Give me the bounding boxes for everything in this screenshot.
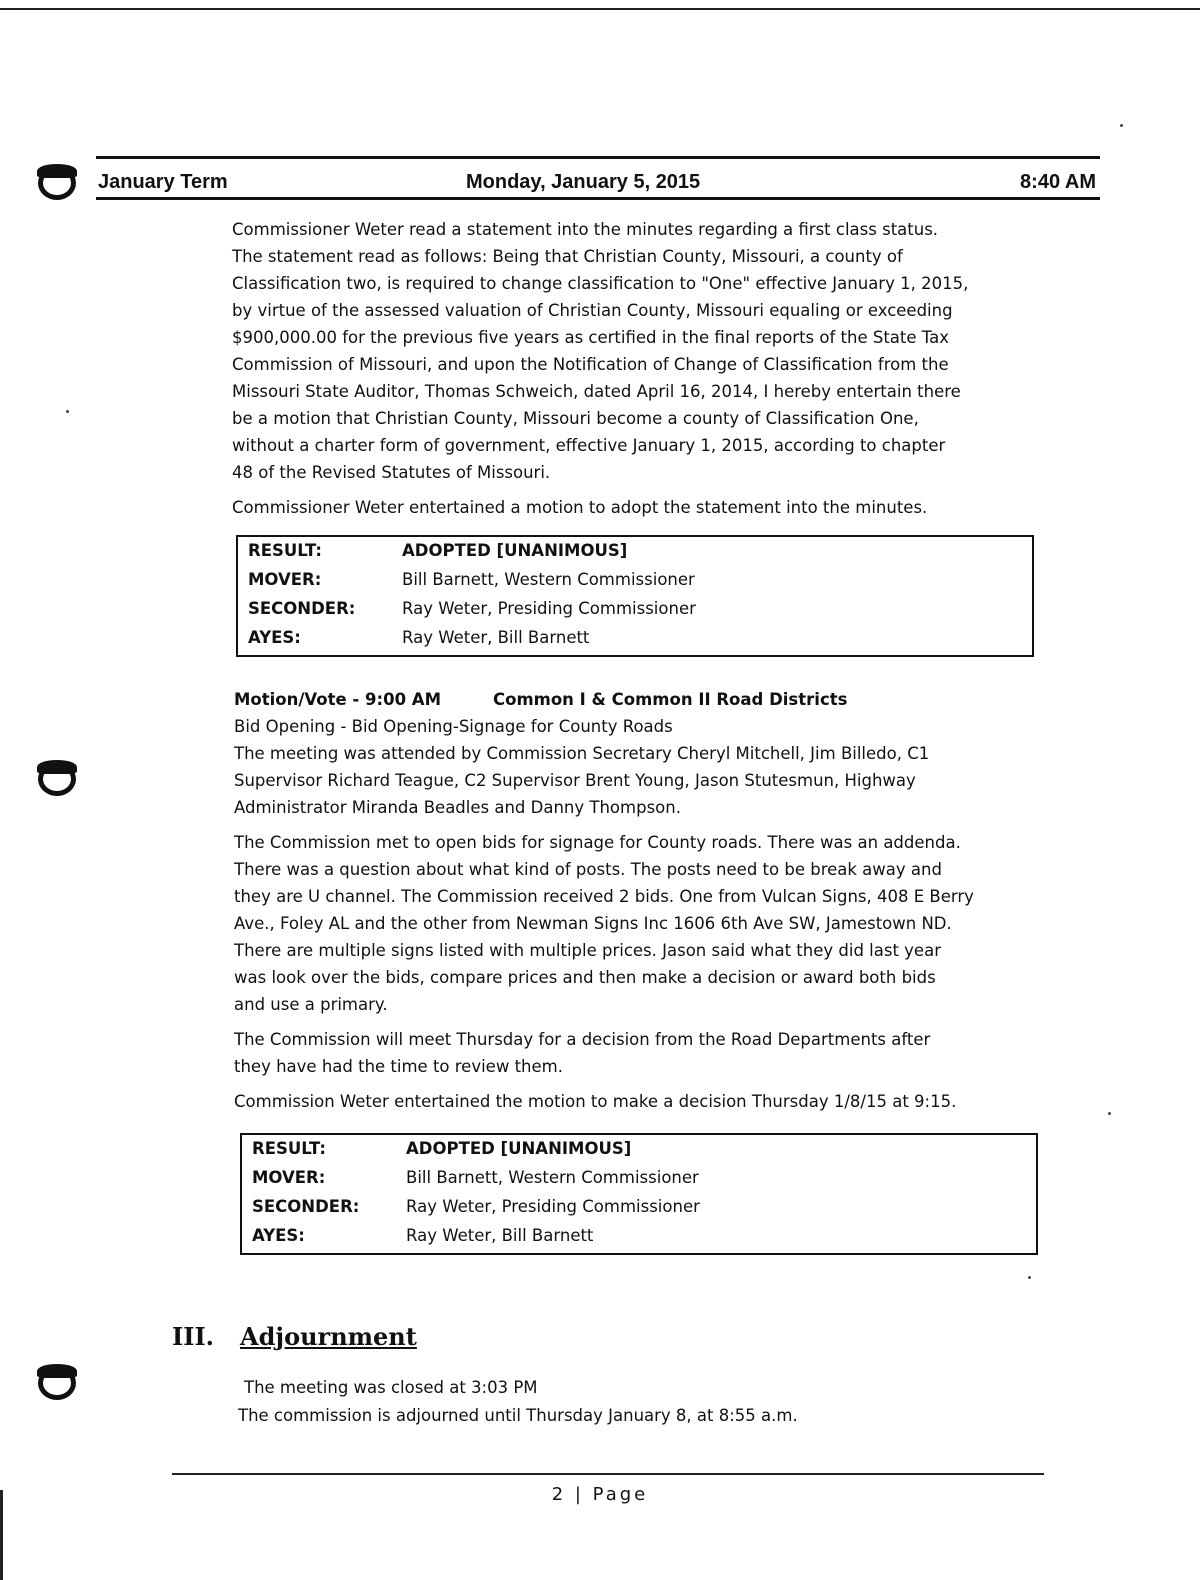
footer-rule: [172, 1473, 1044, 1475]
bids-line: Ave., Foley AL and the other from Newman Signs Inc 1606 6th Ave SW, Jamestown ND.: [234, 914, 952, 933]
statement-motion: Commissioner Weter entertained a motion to adopt the statement into the minutes.: [232, 498, 928, 517]
bids-line: The Commission met to open bids for signage for County roads. There was an addenda.: [234, 833, 961, 852]
thursday-paragraph: [234, 1026, 1054, 1080]
binder-hole-icon: [38, 1366, 76, 1400]
section-title: Adjournment: [240, 1322, 417, 1351]
scan-speck: [1028, 1276, 1031, 1279]
vote-row-seconder: [238, 595, 1032, 624]
header-time: 8:40 AM: [1020, 171, 1096, 193]
motion-heading: [234, 686, 1054, 713]
header-date: Monday, January 5, 2015: [466, 171, 701, 193]
header-term: January Term: [98, 171, 228, 193]
vote-row-result: [238, 537, 1032, 566]
adjournment-section: [244, 1374, 1044, 1401]
decision-motion: Commission Weter entertained the motion to make a decision Thursday 1/8/15 at 9:15.: [234, 1092, 957, 1111]
vote-row-result: [242, 1135, 1036, 1164]
statement-line: Classification two, is required to change classification to "One" effective January 1, 2015,: [232, 274, 969, 293]
adjournment-section-2: [238, 1402, 1038, 1429]
bids-line: and use a primary.: [234, 995, 388, 1014]
scan-speck: [1120, 124, 1123, 127]
bids-line: they are U channel. The Commission received 2 bids. One from Vulcan Signs, 408 E Berry: [234, 887, 974, 906]
scan-top-line: [0, 8, 1200, 10]
statement-paragraph: [232, 216, 1052, 486]
seconder-label: SECONDER:: [252, 1197, 360, 1216]
vote-row-ayes: [242, 1222, 1036, 1251]
attendance-paragraph: [234, 740, 1054, 821]
thursday-line: The Commission will meet Thursday for a decision from the Road Departments after: [234, 1030, 931, 1049]
binder-hole-icon: [38, 762, 76, 796]
page-header: [96, 156, 1100, 200]
adjourned-until-line: The commission is adjourned until Thursday January 8, at 8:55 a.m.: [238, 1406, 798, 1425]
motion-time: Motion/Vote - 9:00 AM: [234, 690, 441, 709]
seconder-value: Ray Weter, Presiding Commissioner: [406, 1197, 700, 1216]
motion-section: [234, 686, 1054, 1115]
statement-section: [232, 216, 1052, 521]
bids-line: There are multiple signs listed with multiple prices. Jason said what they did last year: [234, 941, 941, 960]
mover-label: MOVER:: [252, 1168, 326, 1187]
vote-result-box: [240, 1133, 1038, 1255]
statement-line: 48 of the Revised Statutes of Missouri.: [232, 463, 551, 482]
mover-value: Bill Barnett, Western Commissioner: [406, 1168, 699, 1187]
statement-line: be a motion that Christian County, Missouri become a county of Classification One,: [232, 409, 919, 428]
motion-topic: Common I & Common II Road Districts: [493, 690, 848, 709]
mover-label: MOVER:: [248, 570, 322, 589]
vote-row-mover: [242, 1164, 1036, 1193]
vote-row-mover: [238, 566, 1032, 595]
result-value: ADOPTED [UNANIMOUS]: [402, 541, 628, 560]
page-number: 2 | Page: [551, 1484, 649, 1505]
ayes-label: AYES:: [252, 1226, 305, 1245]
statement-line: Missouri State Auditor, Thomas Schweich, dated April 16, 2014, I hereby entertain there: [232, 382, 961, 401]
statement-line: Commission of Missouri, and upon the Notification of Change of Classification from the: [232, 355, 949, 374]
bid-opening-line: Bid Opening - Bid Opening-Signage for County Roads: [234, 717, 673, 736]
attendance-line: Administrator Miranda Beadles and Danny Thompson.: [234, 798, 681, 817]
statement-line: without a charter form of government, effective January 1, 2015, according to chapter: [232, 436, 946, 455]
attendance-line: Supervisor Richard Teague, C2 Supervisor Brent Young, Jason Stutesmun, Highway: [234, 771, 916, 790]
bids-paragraph: [234, 829, 1054, 1018]
vote-row-ayes: [238, 624, 1032, 653]
ayes-value: Ray Weter, Bill Barnett: [406, 1226, 594, 1245]
meeting-closed-line: The meeting was closed at 3:03 PM: [244, 1378, 538, 1397]
ayes-value: Ray Weter, Bill Barnett: [402, 628, 590, 647]
section-number: III.: [172, 1322, 215, 1351]
scan-speck: [1108, 1112, 1111, 1115]
statement-line: Commissioner Weter read a statement into the minutes regarding a first class status.: [232, 220, 939, 239]
seconder-value: Ray Weter, Presiding Commissioner: [402, 599, 696, 618]
result-label: RESULT:: [252, 1139, 326, 1158]
thursday-line: they have had the time to review them.: [234, 1057, 563, 1076]
statement-line: $900,000.00 for the previous five years as certified in the final reports of the State Tax: [232, 328, 949, 347]
bids-line: There was a question about what kind of posts. The posts need to be break away and: [234, 860, 942, 879]
statement-line: by virtue of the assessed valuation of Christian County, Missouri equaling or exceeding: [232, 301, 953, 320]
seconder-label: SECONDER:: [248, 599, 356, 618]
vote-result-box: [236, 535, 1034, 657]
attendance-line: The meeting was attended by Commission Secretary Cheryl Mitchell, Jim Billedo, C1: [234, 744, 930, 763]
scan-speck: [66, 410, 69, 413]
binder-hole-icon: [38, 166, 76, 200]
statement-line: The statement read as follows: Being that Christian County, Missouri, a county of: [232, 247, 903, 266]
vote-row-seconder: [242, 1193, 1036, 1222]
result-label: RESULT:: [248, 541, 322, 560]
result-value: ADOPTED [UNANIMOUS]: [406, 1139, 632, 1158]
mover-value: Bill Barnett, Western Commissioner: [402, 570, 695, 589]
ayes-label: AYES:: [248, 628, 301, 647]
bids-line: was look over the bids, compare prices and then make a decision or award both bids: [234, 968, 936, 987]
